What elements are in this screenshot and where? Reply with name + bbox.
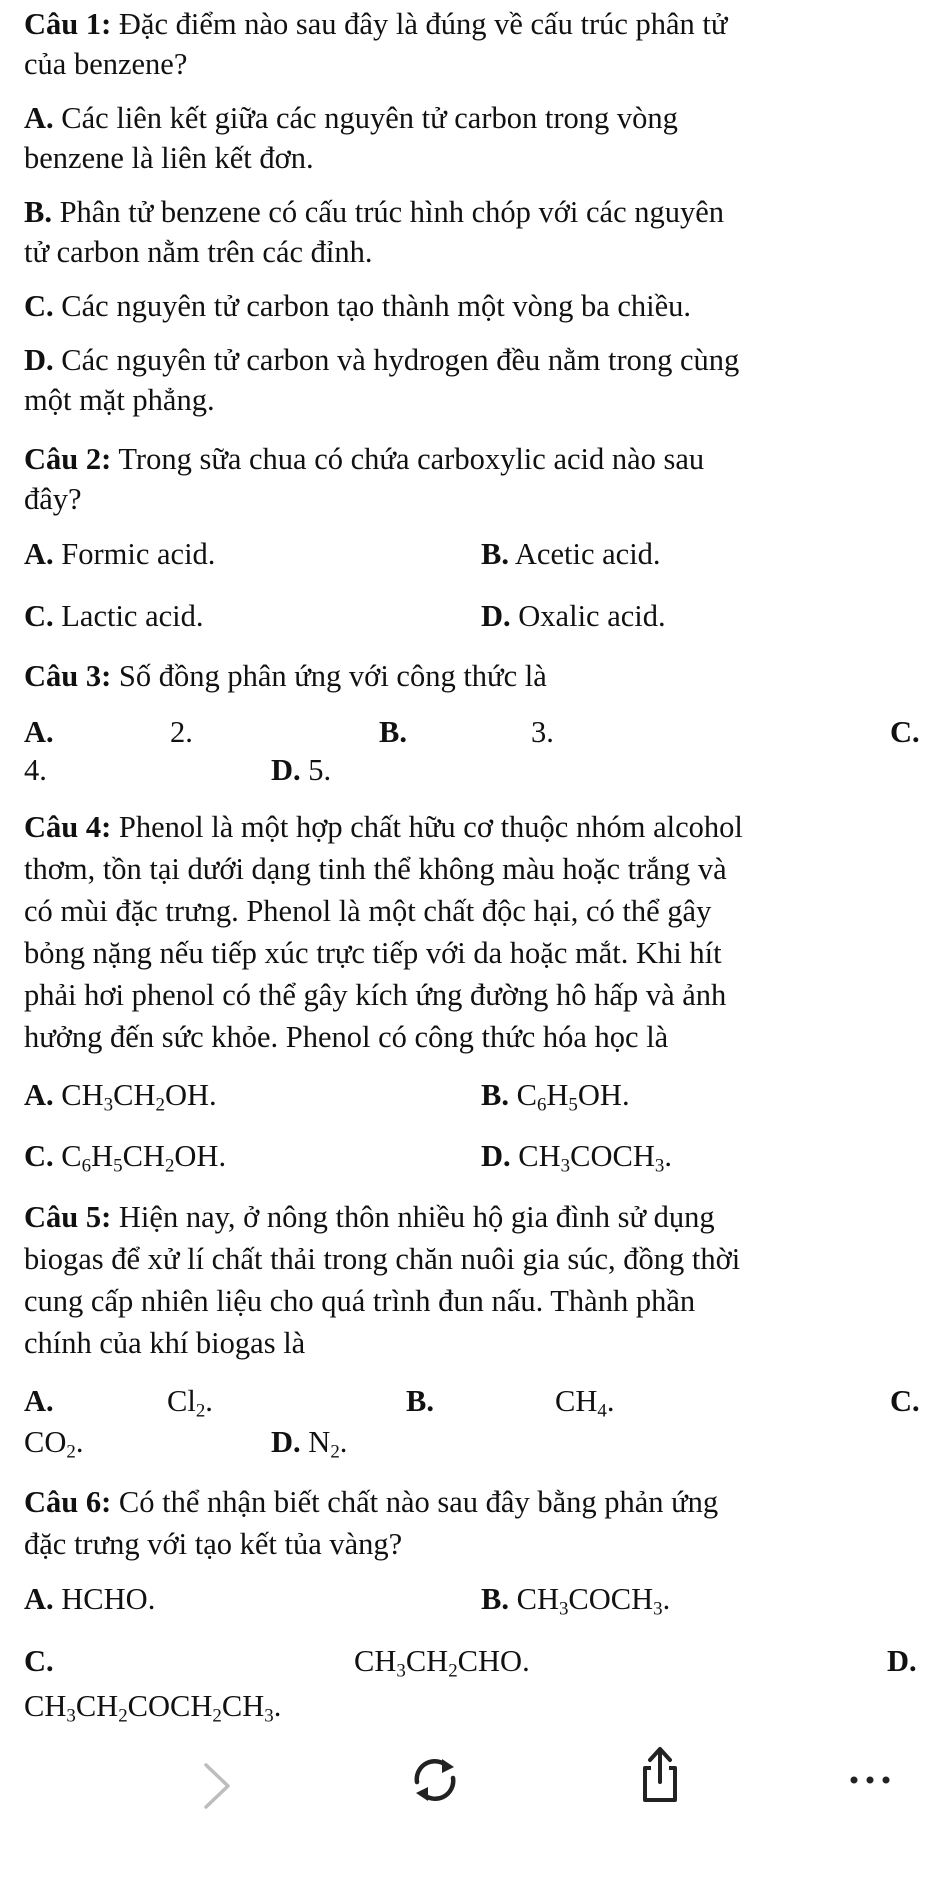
option-formula: $N_2$. xyxy=(308,1425,348,1463)
q4-stem-line4: bỏng nặng nếu tiếp xúc trực tiếp với da hoặc mắt. Khi hít xyxy=(24,936,722,970)
q2-stem-text: Trong sữa chua có chứa carboxylic acid nào sau xyxy=(111,442,705,476)
q2-option-a[interactable] xyxy=(24,535,215,573)
option-text: Lactic acid. xyxy=(53,599,204,633)
q2-label: Câu 2: xyxy=(24,442,112,476)
q3-option-c-text[interactable]: 4. xyxy=(24,753,47,787)
option-label: A. xyxy=(24,1078,54,1112)
option-formula: $CH_3COCH_3$. xyxy=(516,1582,671,1620)
share-icon xyxy=(638,1744,682,1804)
option-label: A. xyxy=(24,1582,54,1616)
option-formula: $CH_3CH_2OH$. xyxy=(61,1078,217,1116)
option-text: Các liên kết giữa các nguyên tử carbon trong vòng xyxy=(53,101,678,135)
q5-stem-line4: chính của khí biogas là xyxy=(24,1326,306,1360)
q1-option-a[interactable] xyxy=(24,99,930,137)
option-label: D. xyxy=(481,599,511,633)
q5-option-b-formula[interactable]: $CH_4$. xyxy=(555,1384,615,1422)
option-label: B. xyxy=(481,537,509,571)
option-text: Các nguyên tử carbon và hydrogen đều nằm trong cùng xyxy=(53,343,740,377)
q6-option-c-formula[interactable]: $CH_3CH_2CHO$. xyxy=(354,1644,530,1682)
q3-stem-text: Số đồng phân ứng với công thức là xyxy=(111,659,547,693)
option-text: Phân tử benzene có cấu trúc hình chóp với các nguyên xyxy=(51,195,725,229)
q3-option-b-text[interactable]: 3. xyxy=(531,715,554,749)
q6-option-d-label[interactable]: D. xyxy=(887,1644,917,1678)
q1-stem-line2: của benzene? xyxy=(24,47,188,81)
q1-stem-line1 xyxy=(24,5,930,43)
q4-option-b[interactable] xyxy=(481,1076,630,1114)
q4-stem-line2: thơm, tồn tại dưới dạng tinh thể không màu hoặc trắng và xyxy=(24,852,727,886)
q5-stem-line2: biogas để xử lí chất thải trong chăn nuôi gia súc, đồng thời xyxy=(24,1242,741,1276)
option-formula: $C_6H_5OH$. xyxy=(516,1078,630,1116)
q4-stem-line1 xyxy=(24,808,930,846)
q1-option-c[interactable] xyxy=(24,287,930,325)
q2-option-d[interactable] xyxy=(481,597,666,635)
q5-option-a-label[interactable]: A. xyxy=(24,1384,54,1418)
option-formula: $CH_3COCH_3$. xyxy=(518,1139,672,1177)
option-text: Formic acid. xyxy=(53,537,216,571)
chevron-right-icon xyxy=(200,1761,236,1811)
option-label: B. xyxy=(481,1582,509,1616)
option-formula: $C_6H_5CH_2OH$. xyxy=(61,1139,227,1177)
option-label: D. xyxy=(481,1139,511,1173)
option-label: D. xyxy=(271,1425,301,1459)
q6-stem-line1 xyxy=(24,1483,930,1521)
q3-stem-line1 xyxy=(24,657,930,695)
q6-option-d-formula[interactable]: $CH_3CH_2COCH_2CH_3$. xyxy=(24,1689,282,1727)
share-button[interactable] xyxy=(630,1744,690,1804)
next-button[interactable] xyxy=(188,1756,248,1816)
q4-stem-line6: hưởng đến sức khỏe. Phenol có công thức hóa học là xyxy=(24,1020,669,1054)
option-label: B. xyxy=(481,1078,509,1112)
q1-label: Câu 1: xyxy=(24,7,112,41)
q5-option-b-label[interactable]: B. xyxy=(406,1384,434,1418)
option-label: B. xyxy=(24,195,52,229)
q1-option-d-line2[interactable]: một mặt phẳng. xyxy=(24,383,215,417)
q4-option-d[interactable] xyxy=(481,1137,672,1175)
q4-label: Câu 4: xyxy=(24,810,112,844)
option-label: D. xyxy=(24,343,54,377)
q2-stem-line1 xyxy=(24,440,930,478)
q3-option-c-label[interactable]: C. xyxy=(890,715,920,749)
q5-stem-line1 xyxy=(24,1198,930,1236)
option-label: A. xyxy=(24,537,54,571)
option-text: Các nguyên tử carbon tạo thành một vòng ba chiều. xyxy=(53,289,692,323)
option-label: D. xyxy=(271,753,301,787)
option-label: C. xyxy=(24,289,54,323)
option-label: C. xyxy=(24,1139,54,1173)
q2-stem-line2: đây? xyxy=(24,482,82,516)
refresh-icon xyxy=(408,1753,462,1807)
q1-option-b[interactable] xyxy=(24,193,930,231)
q1-option-d[interactable] xyxy=(24,341,930,379)
more-icon xyxy=(845,1770,895,1790)
q5-option-c-label[interactable]: C. xyxy=(890,1384,920,1418)
q3-option-b-label[interactable]: B. xyxy=(379,715,407,749)
q3-label: Câu 3: xyxy=(24,659,112,693)
q5-option-d[interactable] xyxy=(271,1423,347,1461)
q1-option-a-line2[interactable]: benzene là liên kết đơn. xyxy=(24,141,314,175)
refresh-button[interactable] xyxy=(405,1750,465,1810)
q4-option-a[interactable] xyxy=(24,1076,217,1114)
q3-option-d[interactable] xyxy=(271,751,331,789)
q6-option-c-label[interactable]: C. xyxy=(24,1644,54,1678)
option-label: A. xyxy=(24,101,54,135)
option-text: Oxalic acid. xyxy=(510,599,666,633)
bottom-toolbar xyxy=(0,1730,952,1820)
q5-label: Câu 5: xyxy=(24,1200,112,1234)
q6-option-b[interactable] xyxy=(481,1580,670,1618)
q5-option-a-formula[interactable]: $Cl_2$. xyxy=(167,1384,213,1422)
option-text: Acetic acid. xyxy=(508,537,661,571)
q1-stem-text: Đặc điểm nào sau đây là đúng về cấu trúc phân tử xyxy=(111,7,728,41)
q3-option-a-text[interactable]: 2. xyxy=(170,715,193,749)
q6-stem-line2: đặc trưng với tạo kết tủa vàng? xyxy=(24,1527,403,1561)
q2-option-b[interactable] xyxy=(481,535,661,573)
q5-stem-text: Hiện nay, ở nông thôn nhiều hộ gia đình sử dụng xyxy=(111,1200,715,1234)
q6-label: Câu 6: xyxy=(24,1485,112,1519)
q4-stem-line3: có mùi đặc trưng. Phenol là một chất độc hại, có thể gây xyxy=(24,894,712,928)
q6-option-a[interactable] xyxy=(24,1580,155,1618)
option-text: HCHO. xyxy=(53,1582,156,1616)
q5-stem-line3: cung cấp nhiên liệu cho quá trình đun nấu. Thành phần xyxy=(24,1284,696,1318)
q4-stem-line5: phải hơi phenol có thể gây kích ứng đường hô hấp và ảnh xyxy=(24,978,727,1012)
more-button[interactable] xyxy=(840,1750,900,1810)
option-label: C. xyxy=(24,599,54,633)
option-text: 5. xyxy=(300,753,332,787)
q4-option-c[interactable] xyxy=(24,1137,226,1175)
q2-option-c[interactable] xyxy=(24,597,204,635)
q5-option-c-formula[interactable]: $CO_2$. xyxy=(24,1425,84,1463)
q3-option-a-label[interactable]: A. xyxy=(24,715,54,749)
q1-option-b-line2[interactable]: tử carbon nằm trên các đỉnh. xyxy=(24,235,373,269)
q4-stem-text: Phenol là một hợp chất hữu cơ thuộc nhóm alcohol xyxy=(111,810,743,844)
q6-stem-text: Có thể nhận biết chất nào sau đây bằng phản ứng xyxy=(111,1485,719,1519)
